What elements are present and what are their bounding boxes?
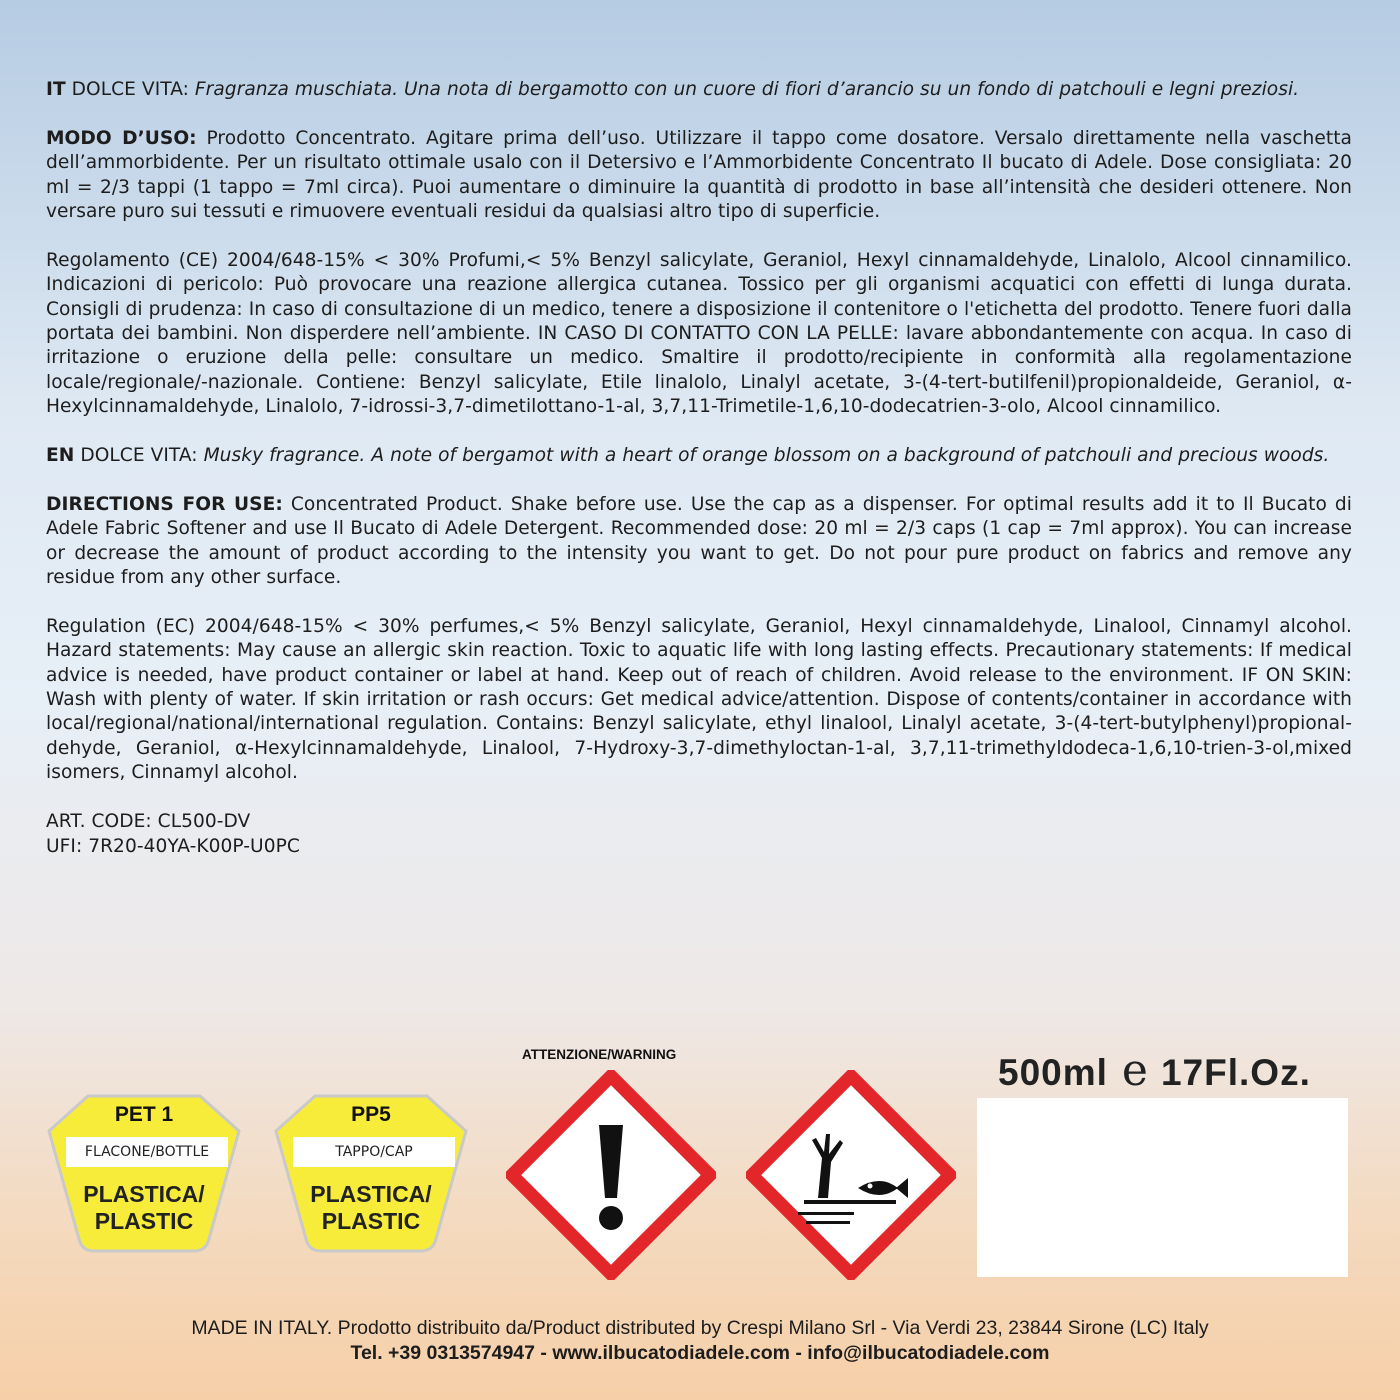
en-fragrance-desc: Musky fragrance. A note of bergamot with a heart of orange blossom on a background of patchouli and precious woods. [203, 445, 1330, 467]
recycling-badge-cap [273, 1093, 469, 1255]
badge-material-line2: PLASTIC [94, 1208, 194, 1234]
badge-material-line2: PLASTIC [321, 1208, 421, 1234]
badge-code: PP5 [351, 1103, 391, 1126]
footer-line1: MADE IN ITALY. Prodotto distribuito da/Product distributed by Crespi Milano Srl - Via Verdi 23, 23844 Sirone (LC) Italy [191, 1317, 1209, 1339]
environment-hazard-icon [746, 1070, 956, 1280]
it-usage-text: Prodotto Concentrato. Agitare prima dell’uso. Utilizzare il tappo come dosatore. Versalo direttamente nella vaschetta dell’ammorbidente. Per un risultato ottimale usalo con il Detersivo e l’Ammorbidente Concentrato Il bucato di Adele. Dose consigliata: 20 ml = 2/3 tappi (1 tappo = 7ml circa). Puoi aumentare o diminuire la quantità di prodotto in base all’intensità che desideri ottenere. Non versare puro sui tessuti e rimuovere eventuali residui da qualsiasi altro tipo di superficie. [46, 127, 1353, 223]
badge-code: PET 1 [114, 1103, 174, 1126]
badge-material-line1: PLASTICA/ [83, 1181, 205, 1207]
it-prefix: IT [46, 79, 66, 100]
it-fragrance-desc: Fragranza muschiata. Una nota di bergamotto con un cuore di fiori d’arancio su un fondo di patchouli e legni preziosi. [194, 79, 1300, 100]
volume-indicator [998, 1045, 1311, 1096]
exclamation-mark-icon [506, 1070, 716, 1280]
blank-label-area [977, 1098, 1348, 1277]
it-fragrance-line [46, 78, 1352, 102]
badge-material [273, 1181, 469, 1235]
art-code: ART. CODE: CL500-DV [46, 811, 251, 833]
volume-metric: 500ml [998, 1052, 1108, 1093]
ufi-code: UFI: 7R20-40YA-K00P-U0PC [46, 835, 300, 857]
it-fragrance-name: DOLCE VITA: [71, 79, 189, 100]
en-usage-label: DIRECTIONS FOR USE: [46, 493, 283, 515]
footer [0, 1316, 1400, 1366]
footer-line2: Tel. +39 0313574947 - www.ilbucatodiadele.com - info@ilbucatodiadele.com [350, 1342, 1050, 1364]
estimated-sign-icon: e [1121, 1045, 1149, 1096]
en-prefix: EN [46, 445, 75, 467]
it-usage [46, 127, 1352, 225]
warning-label: ATTENZIONE/WARNING [522, 1047, 677, 1062]
en-fragrance-line [46, 444, 1352, 468]
badge-material-line1: PLASTICA/ [310, 1181, 432, 1207]
en-fragrance-name: DOLCE VITA: [80, 445, 198, 467]
it-regulation: Regolamento (CE) 2004/648-15% < 30% Profumi,< 5% Benzyl salicylate, Geraniol, Hexyl cinnamaldehyde, Linalolo, Alcool cinnamilico. Indicazioni di pericolo: Può provocare una reazione allergica cutanea. Tossico per gli organismi acquatici con effetti di lunga durata. Consigli di prudenza: In caso di consultazione di un medico, tenere a disposizione il contenitore o l'etichetta del prodotto. Tenere fuori dalla portata dei bambini. Non disperdere nell’ambiente. IN CASO DI CONTATTO CON LA PELLE: lavare abbondantemente con acqua. In caso di irritazione o eruzione della pelle: consultare un medico. Smaltire il prodotto/recipiente in conformità alla regolamentazione locale/regionale/-nazionale. Contiene: Benzyl salicylate, Etile linalolo, Linalyl acetate, 3-(4-tert-butilfenil)propionaldeide, Geraniol, α-Hexylcinnamaldehyde, Linalolo, 7-idrossi-3,7-dimetilottano-1-al, 3,7,11-Trimetile-1,6,10-dodecatrien-3-olo, Alcool cinnamilico. [46, 249, 1352, 418]
badge-part: TAPPO/CAP [293, 1137, 455, 1167]
label-text-block [46, 78, 1352, 859]
volume-imperial: 17Fl.Oz. [1160, 1052, 1311, 1093]
en-regulation: Regulation (EC) 2004/648-15% < 30% perfumes,< 5% Benzyl salicylate, Geraniol, Hexyl cinnamaldehyde, Linalool, Cinnamyl alcohol. Hazard statements: May cause an allergic skin reaction. Toxic to aquatic life with long lasting effects. Precautionary statements: If medical advice is needed, have product container or label at hand. Keep out of reach of children. Avoid release to the environment. IF ON SKIN: Wash with plenty of water. If skin irritation or rash occurs: Get medical advice/attention. Dispose of contents/container in accordance with local/regional/national/international regulation. Contains: Benzyl salicylate, ethyl linalool, Linalyl acetate, 3-(4-tert-butylphenyl)propional-dehyde, Geraniol, α-Hexylcinnamaldehyde, Linalool, 7-Hydroxy-3,7-dimethyloctan-1-al, 3,7,11-trimethyldodeca-1,6,10-trien-3-ol,mixed isomers, Cinnamyl alcohol. [46, 615, 1352, 784]
it-usage-label: MODO D’USO: [46, 127, 197, 149]
badge-material [46, 1181, 242, 1235]
en-usage-text: Concentrated Product. Shake before use. Use the cap as a dispenser. For optimal results add it to Il Bucato di Adele Fabric Softener and use Il Bucato di Adele Detergent. Recommended dose: 20 ml = 2/3 caps (1 cap = 7ml approx). You can increase or decrease the amount of product according to the intensity you want to get. Do not pour pure product on fabrics and remove any residue from any other surface. [46, 493, 1352, 589]
badge-part: FLACONE/BOTTLE [66, 1137, 228, 1167]
recycling-badge-bottle [46, 1093, 242, 1255]
en-usage [46, 493, 1352, 591]
